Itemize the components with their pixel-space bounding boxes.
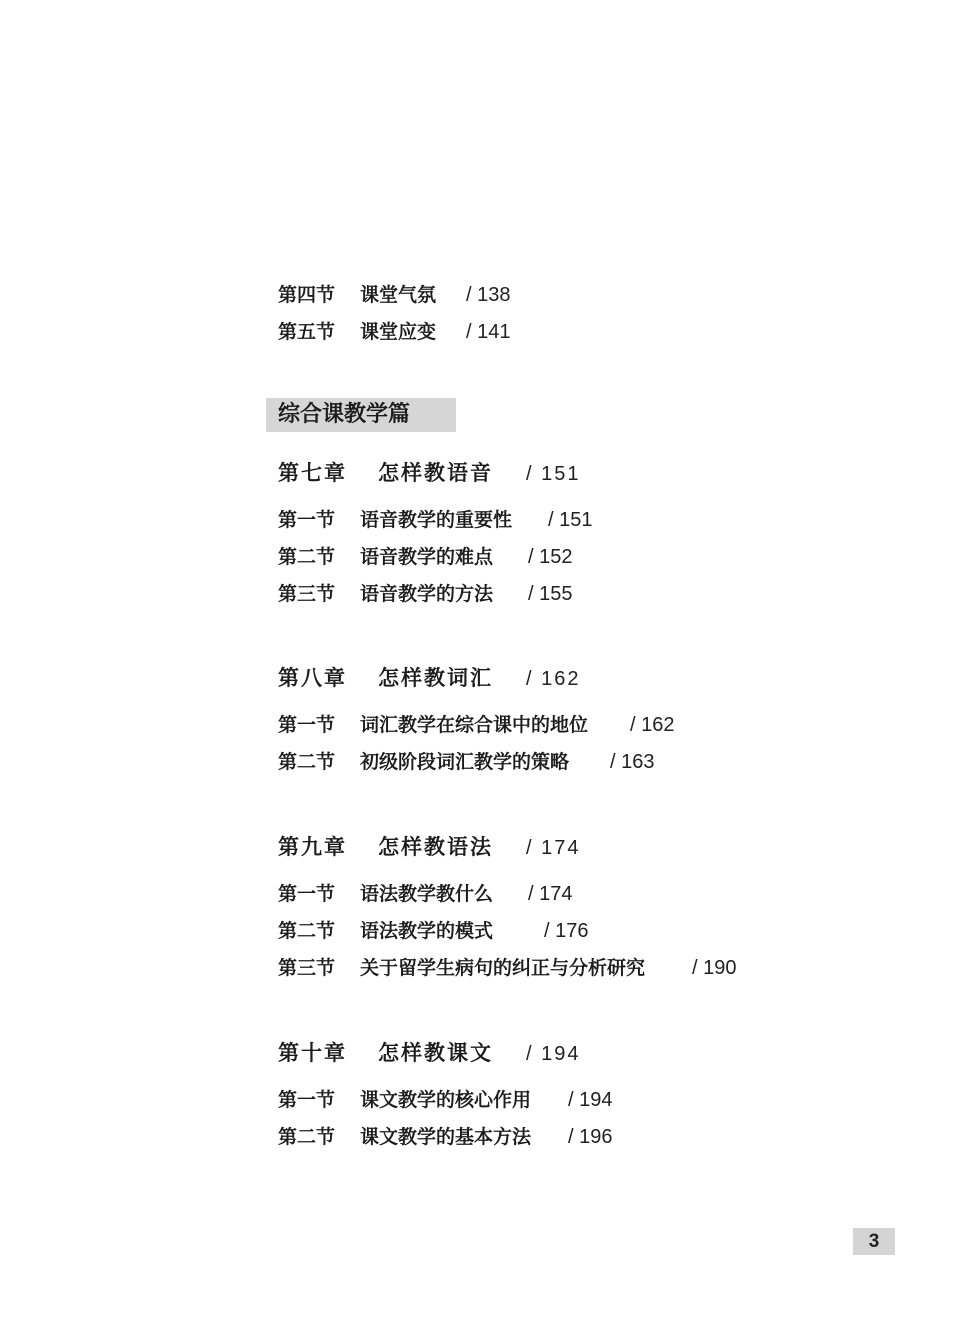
toc-chapter-row	[278, 831, 580, 861]
chapter-title: 怎样教课文	[378, 1040, 493, 1065]
section-label: 第五节	[278, 321, 336, 343]
section-page: / 151	[548, 509, 593, 531]
chapter-page: / 194	[526, 1043, 581, 1065]
section-label: 第一节	[278, 883, 336, 905]
section-title: 课堂应变	[360, 321, 437, 343]
chapter-title: 怎样教语法	[378, 834, 493, 859]
toc-section-row	[278, 505, 592, 532]
section-page: / 155	[528, 583, 573, 605]
section-title: 词汇教学在综合课中的地位	[360, 714, 589, 736]
section-title: 语法教学的模式	[360, 920, 494, 942]
section-label: 第一节	[278, 714, 336, 736]
part-heading: 综合课教学篇	[266, 398, 456, 432]
toc-section-row	[278, 953, 736, 980]
section-label: 第四节	[278, 284, 336, 306]
chapter-title: 怎样教词汇	[378, 665, 493, 690]
toc-chapter-row	[278, 457, 580, 487]
page-number: 3	[853, 1228, 895, 1255]
toc-section-row	[278, 710, 674, 737]
section-label: 第二节	[278, 1126, 336, 1148]
chapter-label: 第七章	[278, 460, 347, 485]
chapter-page: / 151	[526, 463, 581, 485]
section-label: 第一节	[278, 1089, 336, 1111]
section-page: / 176	[544, 920, 589, 942]
section-page: / 162	[630, 714, 675, 736]
toc-section-row	[278, 1122, 612, 1149]
toc-section-row	[278, 1085, 612, 1112]
section-page: / 174	[528, 883, 573, 905]
section-title: 语音教学的难点	[360, 546, 494, 568]
section-label: 第三节	[278, 583, 336, 605]
chapter-label: 第八章	[278, 665, 347, 690]
chapter-page: / 162	[526, 668, 581, 690]
section-label: 第三节	[278, 957, 336, 979]
chapter-page: / 174	[526, 837, 581, 859]
toc-section-row	[278, 747, 654, 774]
section-title: 语法教学教什么	[360, 883, 494, 905]
section-title: 课文教学的基本方法	[360, 1126, 532, 1148]
toc-section-row	[278, 542, 572, 569]
chapter-title: 怎样教语音	[378, 460, 493, 485]
toc-section-row	[278, 916, 588, 943]
toc-section-row	[278, 280, 510, 307]
section-label: 第二节	[278, 751, 336, 773]
section-page: / 141	[466, 321, 511, 343]
section-title: 初级阶段词汇教学的策略	[360, 751, 570, 773]
section-title: 课文教学的核心作用	[360, 1089, 532, 1111]
section-page: / 190	[692, 957, 737, 979]
section-title: 关于留学生病句的纠正与分析研究	[360, 957, 646, 979]
section-label: 第一节	[278, 509, 336, 531]
toc-section-row	[278, 579, 572, 606]
section-title: 课堂气氛	[360, 284, 437, 306]
section-page: / 163	[610, 751, 655, 773]
toc-section-row	[278, 317, 510, 344]
toc-chapter-row	[278, 1037, 580, 1067]
section-label: 第二节	[278, 920, 336, 942]
section-label: 第二节	[278, 546, 336, 568]
toc-chapter-row	[278, 662, 580, 692]
section-page: / 152	[528, 546, 573, 568]
section-page: / 196	[568, 1126, 613, 1148]
section-page: / 138	[466, 284, 511, 306]
section-title: 语音教学的方法	[360, 583, 494, 605]
section-title: 语音教学的重要性	[360, 509, 513, 531]
chapter-label: 第九章	[278, 834, 347, 859]
toc-section-row	[278, 879, 572, 906]
chapter-label: 第十章	[278, 1040, 347, 1065]
section-page: / 194	[568, 1089, 613, 1111]
